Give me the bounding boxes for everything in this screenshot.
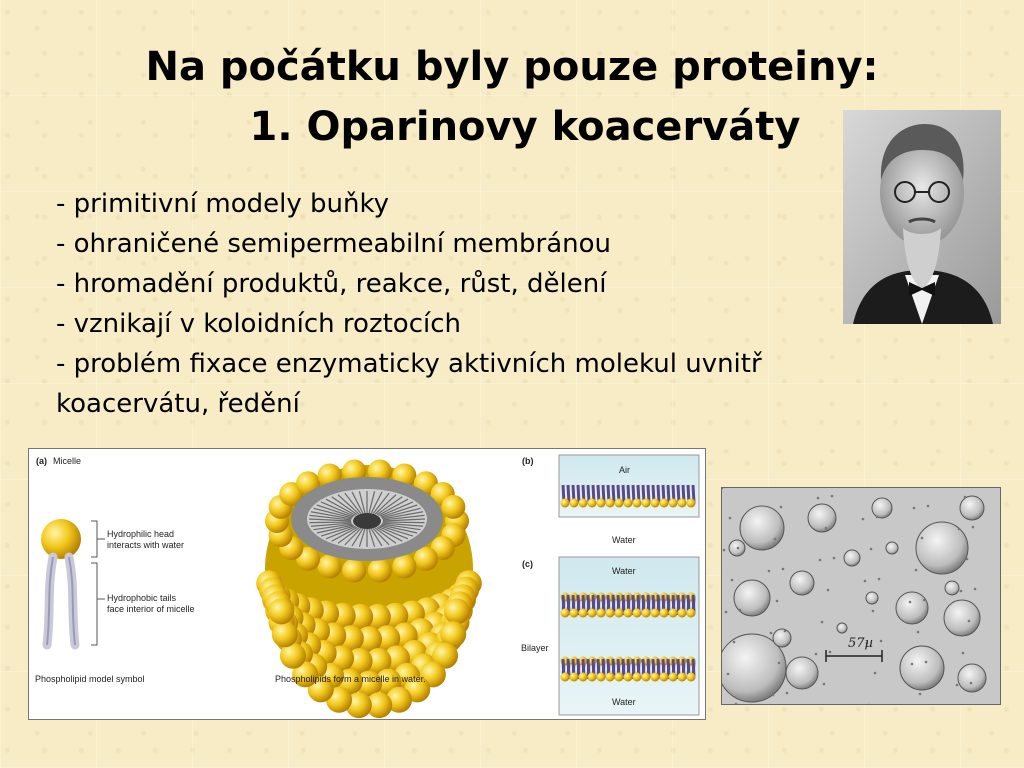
bullet-item: - vznikají v koloidních roztocích: [56, 309, 461, 339]
water-label-b: Water: [612, 535, 636, 545]
caption-phospholipid-symbol: Phospholipid model symbol: [35, 674, 145, 684]
caption-micelle: Phospholipids form a micelle in water.: [275, 674, 426, 684]
water-label-c-top: Water: [612, 566, 636, 576]
figure-c-letter: (c): [522, 559, 533, 569]
bullet-item: - hromadění produktů, reakce, růst, dělení: [56, 269, 607, 299]
slide-title-line1: Na počátku byly pouze proteiny:: [145, 44, 879, 90]
bullet-item: - problém fixace enzymaticky aktivních molekul uvnitř: [56, 349, 762, 379]
figure-b-letter: (b): [522, 456, 534, 466]
figure-a-letter: (a): [36, 456, 47, 466]
air-label: Air: [619, 465, 630, 475]
figure-a-title: Micelle: [53, 456, 82, 466]
bullet-item: - ohraničené semipermeabilní membránou: [56, 229, 612, 259]
bullet-item: - primitivní modely buňky: [56, 189, 389, 219]
slide-title-line2: 1. Oparinovy koacerváty: [249, 104, 801, 150]
oparin-portrait-photo: [843, 110, 1001, 324]
hydrophobic-label-line1: Hydrophobic tails: [107, 593, 177, 603]
bilayer-label: Bilayer: [521, 643, 549, 653]
hydrophilic-label-line2: interacts with water: [107, 540, 185, 550]
bullet-list: [56, 184, 762, 424]
coacervate-micrograph: [721, 487, 1001, 705]
hydrophilic-label-line1: Hydrophilic head: [107, 529, 175, 539]
water-label-c-bottom: Water: [612, 697, 636, 707]
bullet-item-continuation: koacervátu, ředění: [56, 389, 300, 419]
hydrophobic-label-line2: face interior of micelle: [107, 604, 195, 614]
micrograph-scale-label: 57µ: [848, 636, 873, 651]
membrane-figure-panel: [28, 448, 706, 720]
